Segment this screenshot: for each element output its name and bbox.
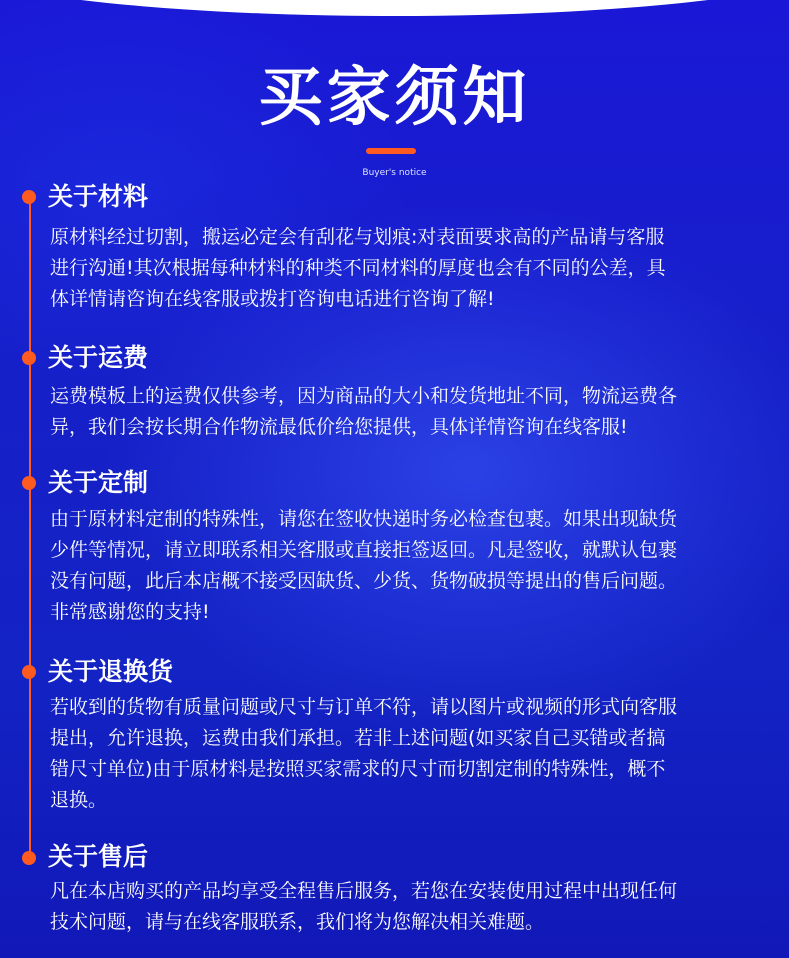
section-title: 关于售后 <box>48 842 149 871</box>
section-title: 关于材料 <box>48 182 149 211</box>
section-body: 若收到的货物有质量问题或尺寸与订单不符，请以图片或视频的形式向客服 提出，允许退换，运费由我们承担。若非上述问题(如买家自己买错或者搞 错尺寸单位)由于原材料是按照买家需求的尺寸而切割定制的特殊性，概不 退换。 <box>50 696 678 811</box>
timeline-dot <box>22 476 36 490</box>
section-body: 由于原材料定制的特殊性，请您在签收快递时务必检查包裹。如果出现缺货 少件等情况，请立即联系相关客服或直接拒签返回。凡是签收，就默认包裹 没有问题，此后本店概不接受因缺货、少货、货物破损等提出的售后问题。 非常感谢您的支持! <box>50 508 678 623</box>
section-body: 原材料经过切割，搬运必定会有刮花与划痕:对表面要求高的产品请与客服 进行沟通!其次根据每种材料的种类不同材料的厚度也会有不同的公差，具 体详情请咨询在线客服或拨打咨询电话进行咨询了解! <box>50 226 666 310</box>
timeline-dot <box>22 190 36 204</box>
section-body: 运费模板上的运费仅供参考，因为商品的大小和发货地址不同，物流运费各 异，我们会按长期合作物流最低价给您提供，具体详情咨询在线客服! <box>50 385 678 438</box>
title-underline <box>366 148 416 154</box>
timeline-dot <box>22 851 36 865</box>
page-title: 买家须知 <box>258 61 531 135</box>
timeline-dot <box>22 665 36 679</box>
section-title: 关于退换货 <box>48 657 174 686</box>
section-title: 关于定制 <box>48 468 149 497</box>
page-subtitle: Buyer's notice <box>362 168 427 178</box>
top-curve-decoration <box>0 0 789 16</box>
timeline-line <box>29 196 31 858</box>
section-body: 凡在本店购买的产品均享受全程售后服务，若您在安装使用过程中出现任何 技术问题，请与在线客服联系，我们将为您解决相关难题。 <box>50 880 678 933</box>
section-title: 关于运费 <box>48 343 149 372</box>
timeline-dot <box>22 351 36 365</box>
